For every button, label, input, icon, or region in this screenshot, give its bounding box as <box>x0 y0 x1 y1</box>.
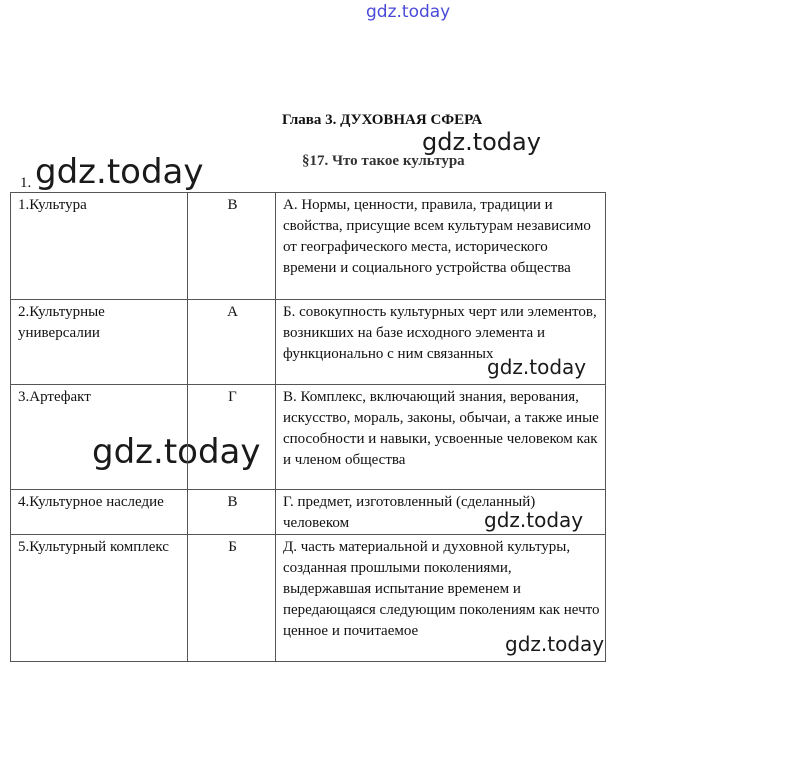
definition-cell: Б. совокупность культурных черт или элементов, возникших на базе исходного элемента и функционально с ним связанных <box>276 300 606 385</box>
matching-table <box>10 192 606 662</box>
table-row <box>11 490 606 535</box>
watermark-top[interactable]: gdz.today <box>366 2 451 22</box>
answer-cell: А <box>188 300 276 385</box>
term-cell: 3.Артефакт <box>11 385 188 490</box>
answer-cell: В <box>188 193 276 300</box>
term-cell: 5.Культурный комплекс <box>11 535 188 662</box>
answer-cell: Г <box>188 385 276 490</box>
definition-cell: А. Нормы, ценности, правила, традиции и свойства, присущие всем культурам независимо от географического места, исторического времени и социального устройства общества <box>276 193 606 300</box>
answer-cell: Б <box>188 535 276 662</box>
table-row <box>11 193 606 300</box>
watermark: gdz.today <box>505 632 605 656</box>
definition-cell: Г. предмет, изготовленный (сделанный) человеком <box>276 490 606 535</box>
table-row <box>11 385 606 490</box>
watermark: gdz.today <box>422 128 541 156</box>
table-row <box>11 535 606 662</box>
watermark: gdz.today <box>92 432 261 472</box>
watermark: gdz.today <box>487 355 587 379</box>
definition-cell: В. Комплекс, включающий знания, верования, искусство, мораль, законы, обычаи, а также иные способности и навыки, усвоенные человеком как и членом общества <box>276 385 606 490</box>
question-number: 1. <box>20 175 32 191</box>
answer-cell: В <box>188 490 276 535</box>
term-cell: 1.Культура <box>11 193 188 300</box>
watermark: gdz.today <box>35 152 204 192</box>
watermark: gdz.today <box>484 508 584 532</box>
table-row <box>11 300 606 385</box>
section-title: §17. Что такое культура <box>302 153 465 169</box>
definition-cell: Д. часть материальной и духовной культуры, созданная прошлыми поколениями, выдержавшая испытание временем и передающаяся следующим поколениям как нечто ценное и почитаемое <box>276 535 606 662</box>
term-cell: 4.Культурное наследие <box>11 490 188 535</box>
term-cell: 2.Культурные универсалии <box>11 300 188 385</box>
chapter-title: Глава 3. ДУХОВНАЯ СФЕРА <box>282 112 483 128</box>
